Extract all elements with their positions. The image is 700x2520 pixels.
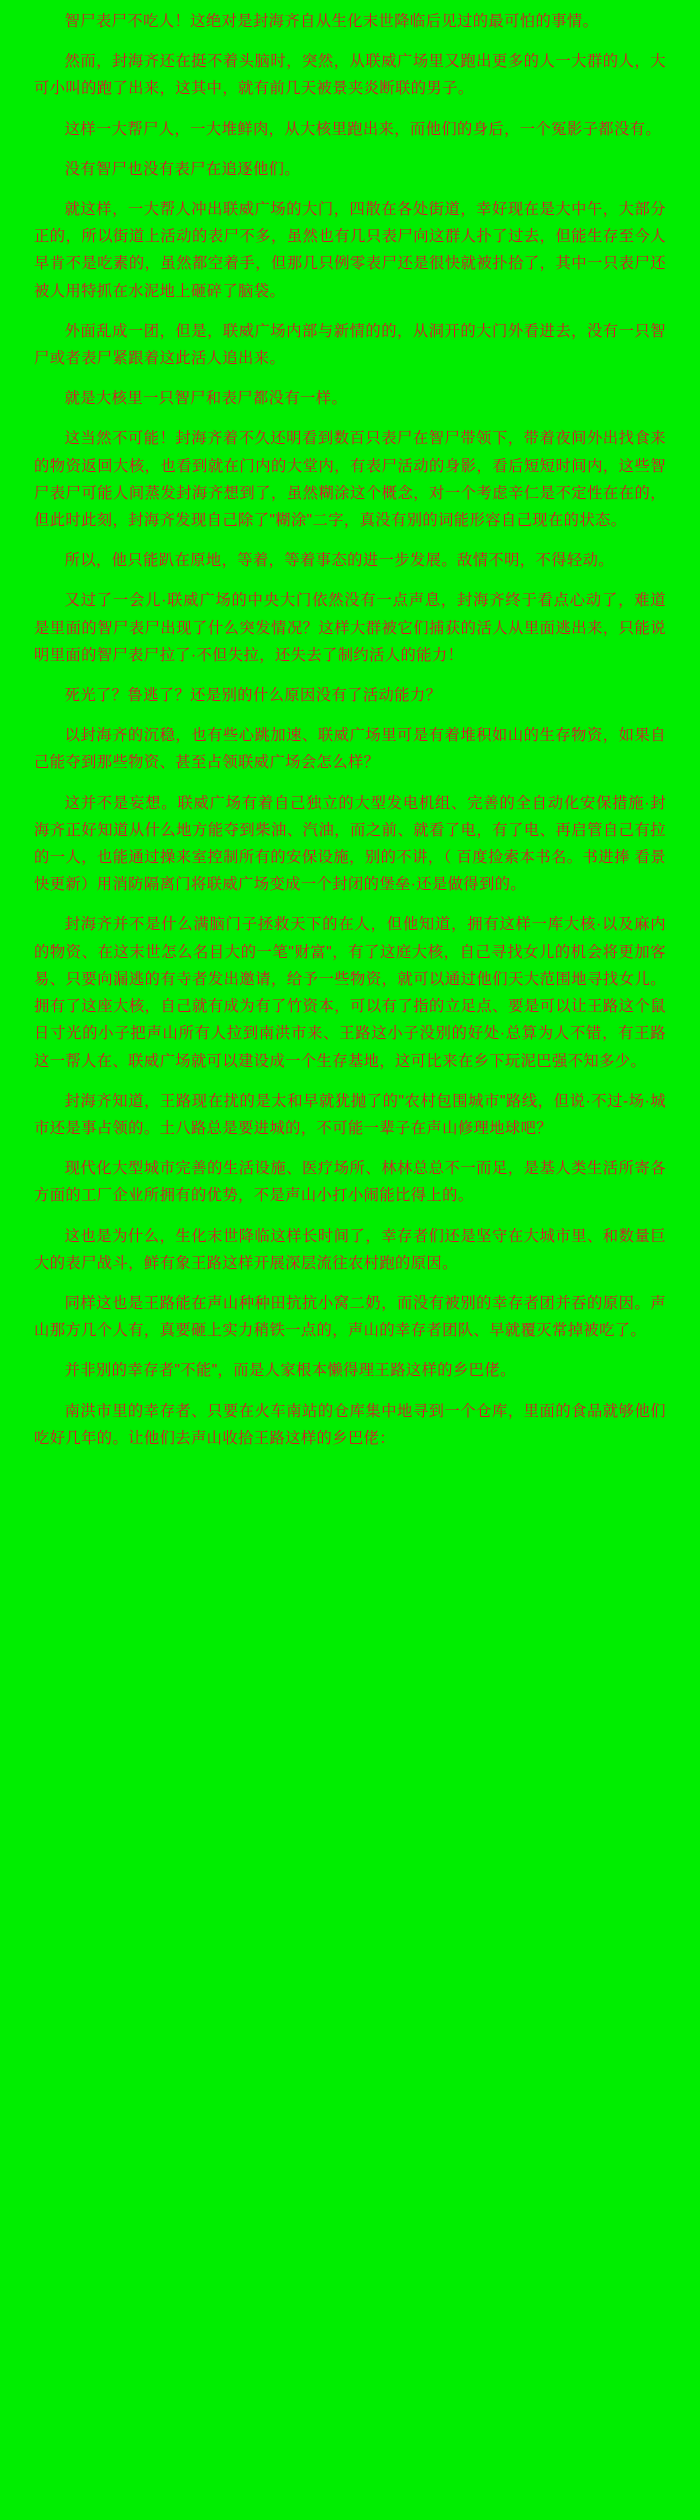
paragraph: 封海齐并不是什么满脑门子拯救天下的在人，但他知道，拥有这样一库大核·以及麻内的物资、在这末世怎么名目大的一笔"财富"，有了这庭大核，自己寻找女儿的机会将更加客易、只要向漏逃的有寺者发出邀请，给予一些物资，就可以通过他们天大范围地寻找女儿。拥有了这座大核，自己就有成为有了竹资本，可以有了指的立足点、要是可以让王路这个鼠日寸光的小子把声山所有人拉到南洪市来、王路这小子没别的好处·总算为人不错，有王路这一帮人在、联威广场就可以建设成一个生存基地，这可比来在乡下玩泥巴强不知多少。	[34, 916, 666, 1070]
paragraph: 南洪市里的幸存者、只要在火车南站的仓库集中地寻到一个仓库，里面的食品就够他们吃好几年的。让他们去声山收拾王路这样的乡巴佬：	[34, 1402, 666, 1447]
paragraph: 没有智尸也没有表尸在追逐他们。	[64, 160, 301, 178]
paragraph: 死光了？鲁逃了？还是别的什么原因没有了活动能力？	[64, 687, 442, 705]
paragraph: 就是大核里一只智尸和表尸都没有一样。	[64, 390, 348, 408]
paragraph: 又过了一会儿·联威广场的中央大门依然没有一点声息，封海齐终于看点心动了，难道是里面的智尸表尸出现了什么突发情况？这样大群被它们捕获的活人从里面逃出来，只能说明里面的智尸表尸拉了·不但失拉，还失去了制约活人的能力！	[34, 592, 666, 664]
paragraph: 智尸表尸不吃人！这绝对是封海齐自从生化末世降临后见过的最可怕的事情。	[64, 13, 599, 30]
paragraph: 以封海齐的沉稳，也有些心跳加速、联威广场里可是有着堆积如山的生存物资，如果自己能夺到那些物资、甚至占领联威广场会怎么样？	[34, 727, 666, 772]
paragraph: 同样这也是王路能在声山种种田抗抗小窝二奶，而没有被别的幸存者团并吞的原因。声山那方几个人有，真要砸上实力稍铁一点的，声山的幸存者团队、早就覆灭常掉被吃了。	[34, 1294, 666, 1340]
paragraph: 这样一大帮尸人，一大堆鲜肉，从大核里跑出来，而他们的身后，一个冤影子都没有。	[64, 120, 662, 138]
paragraph: 这并不是妄想。联威广场有着自己独立的大型发电机组、完善的全自动化安保措施·封海齐正好知道从什么地方能夺到柴油、汽油，而之前、就看了电，有了电、再启管自己有拉的一人，也能通过操来室控制所有的安保设施，别的不讲，（ 百度捡索本书名。书进捧 看景快更新）用消防隔离门将联威广场变成一个封闭的堡垒·还是做得到的。	[34, 794, 666, 894]
paragraph: 就这样，一大帮人冲出联威广场的大门，四散在各处街道，幸好现在是大中午，大部分正的，所以街道上活动的表尸不多，虽然也有几只表尸向这群人扑了过去，但能生存至今人早肯不是吃素的，虽然都空着手，但那几只例零表尸还是很快就被扑拾了，其中一只表尸还被人用特抓在水泥地上砸碎了脑袋。	[34, 201, 666, 300]
paragraph: 然而，封海齐还在挺不着头脑时，突然，从联威广场里又跑出更多的人一大群的人，大可小叫的跑了出来，这其中，就有前几天被景夹炎断联的男子。	[34, 53, 666, 98]
paragraph: 现代化大型城市完善的生活设施、医疗场所、林林总总不一而足，是基人类生活所寄各方面的工厂企业所拥有的优势，不是声山小打小闹能比得上的。	[34, 1160, 666, 1205]
paragraph: 外面乱成一团，但是，联威广场内部与新情的的，从洞开的大门外看进去，没有一只智尸或者表尸紧跟着这此活人追出来。	[34, 322, 666, 368]
paragraph: 这当然不可能！封海齐着不久还明看到数百只表尸在智尸带领下，带着夜间外出找食来的物资返回大核，也看到就在门内的大堂内，有表尸活动的身影，看后短短时间内，这些智尸表尸可能人间蒸发封海齐想到了，虽然糊涂这个概念，对一个考虑辛仁是不定性在在的，但此时此刻，封海齐发现自己除了"糊涂"二字，真没有别的词能形容自己现在的状态。	[34, 430, 666, 530]
document-body	[34, 8, 666, 1452]
paragraph: 所以，他只能趴在原地，等着，等着事态的进一步发展。敌情不明，不得轻动。	[64, 552, 614, 570]
paragraph: 并非别的幸存者"不能"，而是人家根本懒得理王路这样的乡巴佬。	[64, 1362, 516, 1380]
paragraph: 这也是为什么，生化末世降临这样长时间了，幸存者们还是坚守在大城市里、和数量巨大的表尸战斗，鲜有象王路这样开展深层流往农村跑的原因。	[34, 1227, 666, 1272]
paragraph: 封海齐知道，王路现在扰的是太和早就犹抛了的"农村包围城市"路线，但说·不过-场·城市还是事占领的。土八路总是要进城的，不可能一辈子在声山修理地球吧？	[34, 1092, 666, 1137]
